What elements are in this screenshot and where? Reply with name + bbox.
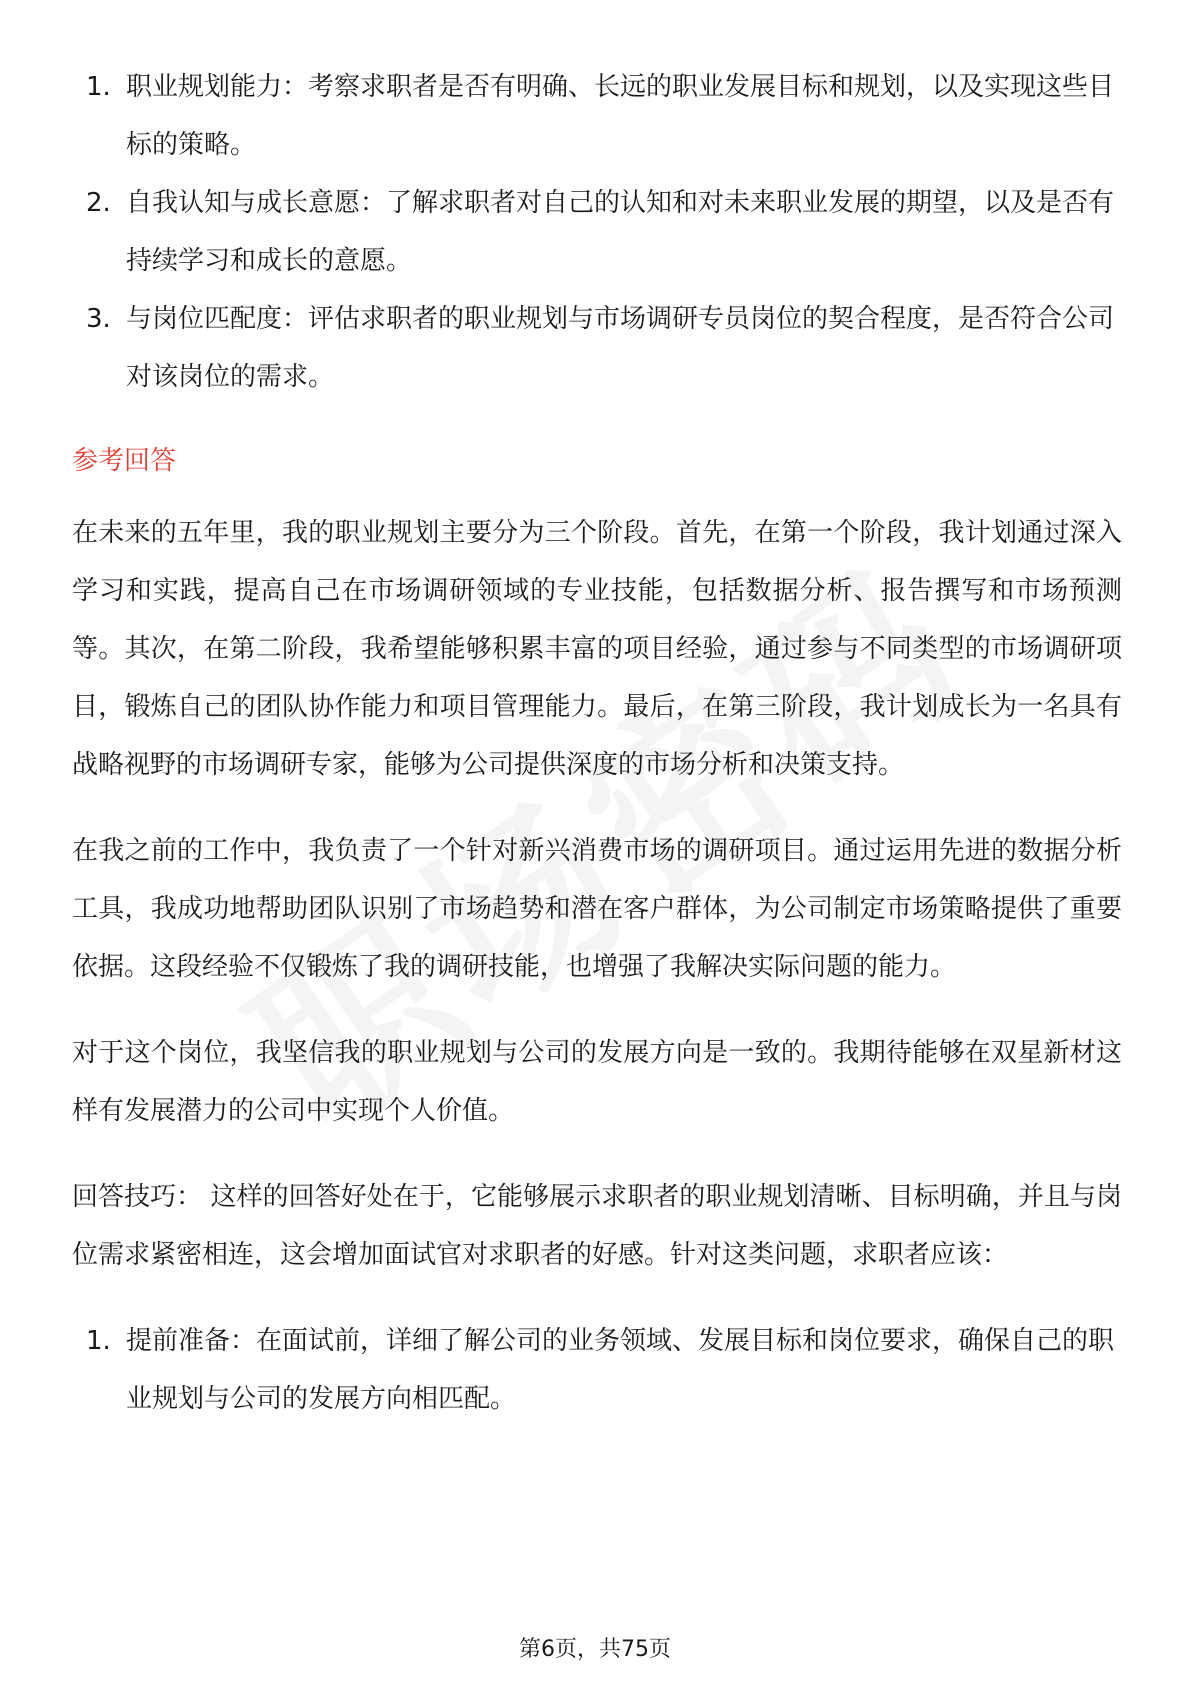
document-body [72,58,1122,1428]
list-item [72,290,1122,406]
list-number: 1. [86,1326,111,1356]
paragraph: 在未来的五年里，我的职业规划主要分为三个阶段。首先，在第一个阶段，我计划通过深入学习和实践，提高自己在市场调研领域的专业技能，包括数据分析、报告撰写和市场预测等。其次，在第二阶段，我希望能够积累丰富的项目经验，通过参与不同类型的市场调研项目，锻炼自己的团队协作能力和项目管理能力。最后，在第三阶段，我计划成长为一名具有战略视野的市场调研专家，能够为公司提供深度的市场分析和决策支持。 [72,518,1122,780]
list-text: 职业规划能力：考察求职者是否有明确、长远的职业发展目标和规划，以及实现这些目标的策略。 [126,72,1115,160]
list-number: 2. [86,188,111,218]
paragraph: 回答技巧： 这样的回答好处在于，它能够展示求职者的职业规划清晰、目标明确，并且与岗位需求紧密相连，这会增加面试官对求职者的好感。针对这类问题，求职者应该： [72,1182,1122,1270]
list-item [72,174,1122,290]
list-item [72,58,1122,174]
list-number: 1. [86,72,111,102]
paragraph: 对于这个岗位，我坚信我的职业规划与公司的发展方向是一致的。我期待能够在双星新材这样有发展潜力的公司中实现个人价值。 [72,1038,1122,1126]
list-item [72,1312,1122,1428]
list-text: 自我认知与成长意愿：了解求职者对自己的认知和对未来职业发展的期望，以及是否有持续学习和成长的意愿。 [126,188,1115,276]
tips-list [72,1312,1122,1428]
criteria-list [72,58,1122,406]
list-number: 3. [86,304,111,334]
list-text: 提前准备：在面试前，详细了解公司的业务领域、发展目标和岗位要求，确保自己的职业规划与公司的发展方向相匹配。 [126,1326,1115,1414]
page-footer: 第6页，共75页 [519,1637,671,1662]
section-title: 参考回答 [72,446,177,476]
list-text: 与岗位匹配度：评估求职者的职业规划与市场调研专员岗位的契合程度，是否符合公司对该岗位的需求。 [126,304,1115,392]
paragraph: 在我之前的工作中，我负责了一个针对新兴消费市场的调研项目。通过运用先进的数据分析工具，我成功地帮助团队识别了市场趋势和潜在客户群体，为公司制定市场策略提供了重要依据。这段经验不仅锻炼了我的调研技能，也增强了我解决实际问题的能力。 [72,836,1122,982]
